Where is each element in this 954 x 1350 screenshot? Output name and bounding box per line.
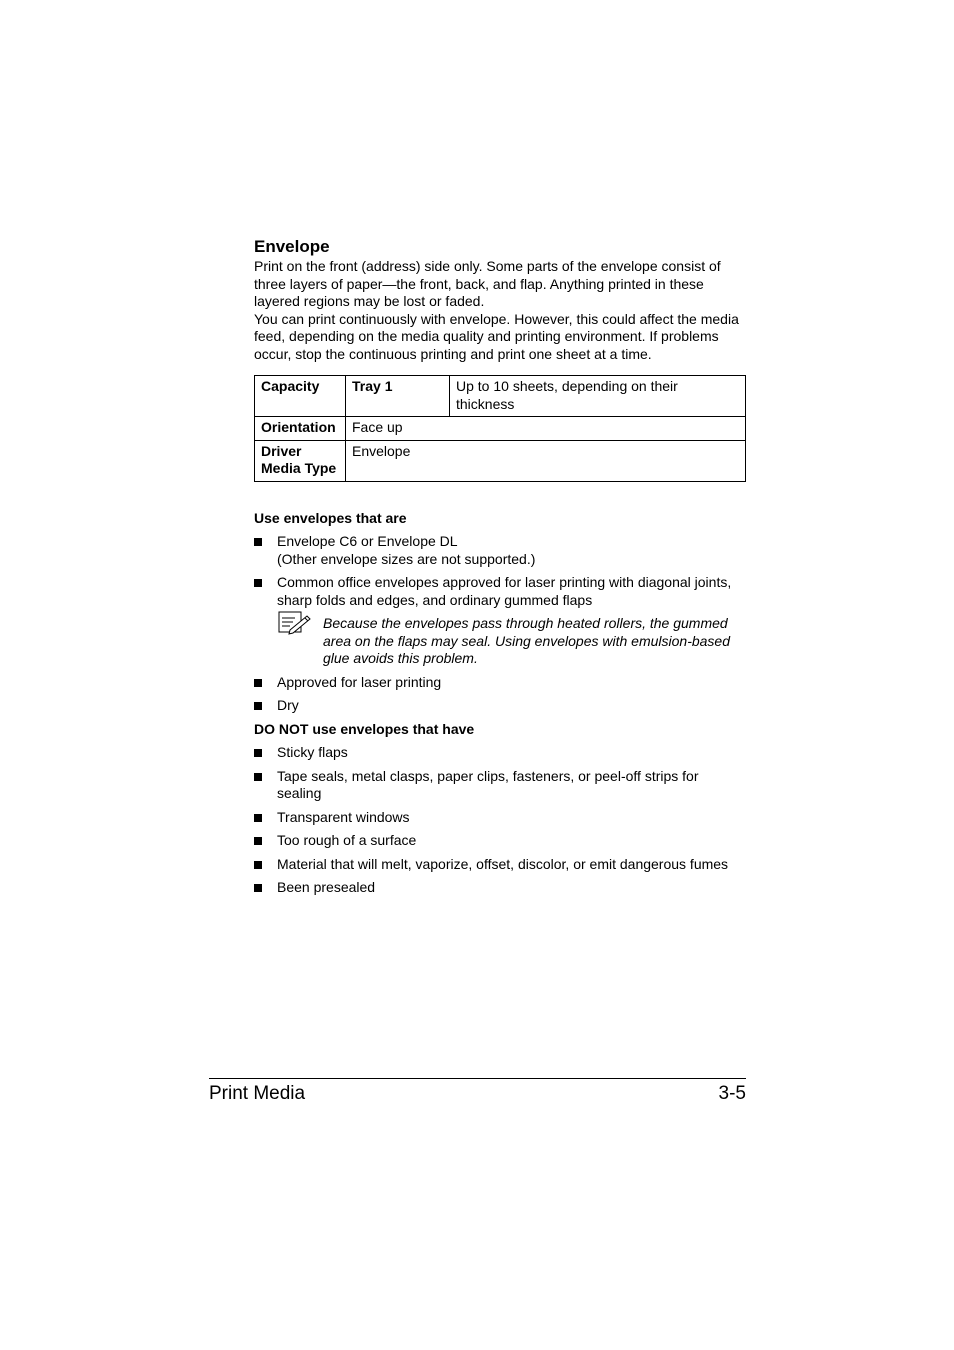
list-item [254, 674, 746, 692]
square-bullet-icon [254, 749, 262, 757]
list-item-text: Dry [277, 697, 299, 713]
list-item-text: Sticky flaps [277, 744, 348, 760]
list-item-text: Too rough of a surface [277, 832, 417, 848]
list-item-text: Transparent windows [277, 808, 410, 825]
list-item-text: Tape seals, metal clasps, paper clips, fasteners, or peel-off strips for sealing [277, 767, 699, 801]
list-item [254, 533, 746, 568]
orientation-value: Face up [346, 417, 746, 441]
dont-heading: DO NOT use envelopes that have [254, 720, 475, 737]
list-item [254, 574, 746, 609]
capacity-label: Capacity [255, 376, 346, 417]
use-heading: Use envelopes that are [254, 509, 407, 526]
square-bullet-icon [254, 884, 262, 892]
list-item-text: Approved for laser printing [277, 673, 442, 690]
list-item [254, 879, 746, 897]
envelope-spec-table [254, 375, 746, 482]
table-row [255, 417, 746, 441]
list-item [254, 744, 746, 762]
list-item [254, 832, 746, 850]
list-item [254, 697, 746, 715]
continuous-print-paragraph: You can print continuously with envelope. However, this could affect the media feed, depending on the media quality and printing environment. If problems occur, stop the continuous printing and print one sheet at a time. [254, 310, 739, 362]
note-pencil-icon [278, 611, 312, 635]
dont-list [254, 744, 746, 897]
page-content [254, 236, 746, 897]
intro-paragraph: Print on the front (address) side only. Some parts of the envelope consist of three layers of paper—the front, back, and flap. Anything printed in these layered regions may be lost or faded. [254, 258, 721, 309]
square-bullet-icon [254, 837, 262, 845]
footer-chapter: Print Media [209, 1083, 306, 1104]
square-bullet-icon [254, 679, 262, 687]
list-item-text: Material that will melt, vaporize, offset, discolor, or emit dangerous fumes [277, 855, 729, 872]
footer-divider [209, 1078, 746, 1079]
list-item [254, 809, 746, 827]
use-list [254, 533, 746, 609]
square-bullet-icon [254, 702, 262, 710]
section-title: Envelope [254, 237, 330, 256]
list-item [254, 768, 746, 803]
tray-label: Tray 1 [346, 376, 450, 417]
media-type-label: Driver Media Type [255, 440, 346, 481]
use-list-continued [254, 674, 746, 715]
list-item-text: Been presealed [277, 879, 376, 895]
orientation-label: Orientation [255, 417, 346, 441]
note [254, 615, 746, 668]
footer-page-number: 3-5 [718, 1083, 746, 1104]
media-type-value: Envelope [346, 440, 746, 481]
table-row [255, 440, 746, 481]
square-bullet-icon [254, 861, 262, 869]
square-bullet-icon [254, 773, 262, 781]
square-bullet-icon [254, 814, 262, 822]
square-bullet-icon [254, 579, 262, 587]
list-item [254, 856, 746, 874]
table-row [255, 376, 746, 417]
list-item-text: Common office envelopes approved for laser printing with diagonal joints, sharp folds and edges, and ordinary gummed flaps [277, 574, 732, 608]
list-item-subtext: (Other envelope sizes are not supported.) [277, 550, 536, 567]
capacity-value: Up to 10 sheets, depending on their thickness [450, 376, 746, 417]
note-text: Because the envelopes pass through heated rollers, the gummed area on the flaps may seal. Using envelopes with emulsion-based glue avoids this problem. [323, 615, 731, 666]
square-bullet-icon [254, 538, 262, 546]
list-item-text: Envelope C6 or Envelope DL [277, 533, 458, 549]
